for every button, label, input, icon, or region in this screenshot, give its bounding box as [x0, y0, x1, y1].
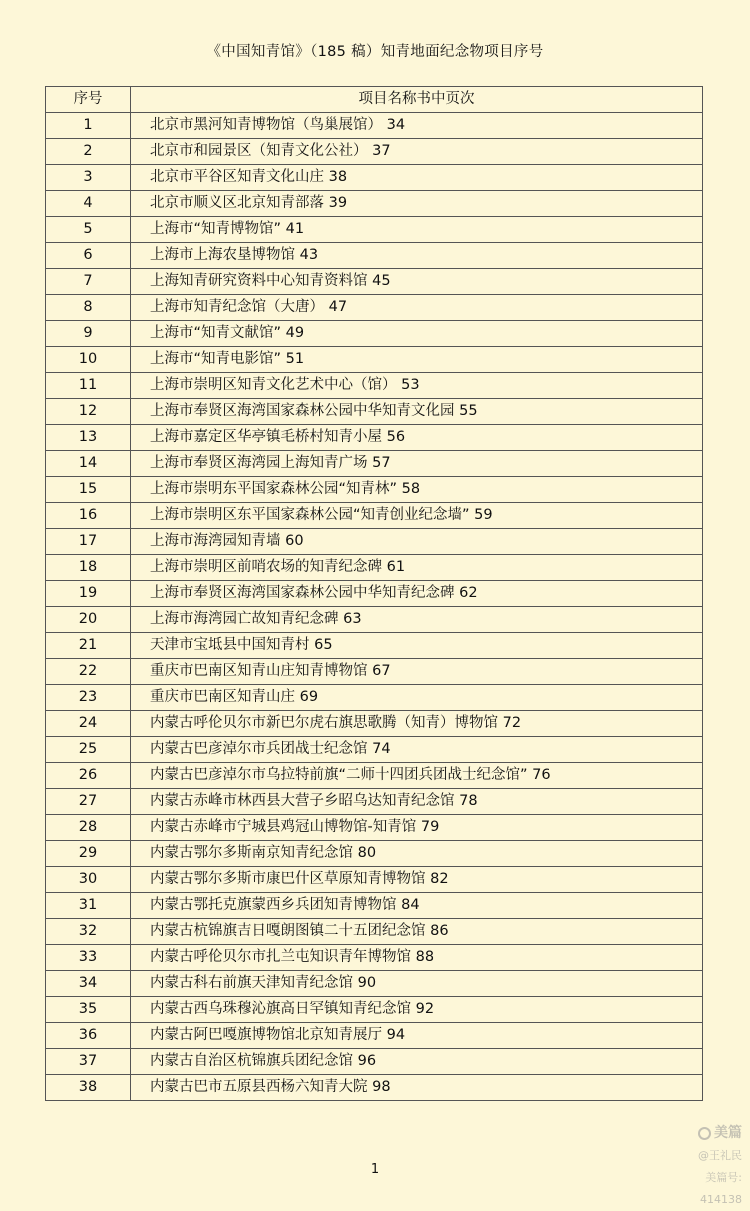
- row-serial-number: 28: [46, 815, 131, 841]
- memorial-projects-table: [45, 86, 703, 1101]
- page-number: 1: [370, 1162, 380, 1177]
- table-row: [46, 113, 703, 139]
- table-row: [46, 659, 703, 685]
- table-row: [46, 919, 703, 945]
- row-project-name: 上海市海湾园知青墙 60: [131, 529, 703, 555]
- table-row: [46, 191, 703, 217]
- row-project-name: 上海市“知青电影馆” 51: [131, 347, 703, 373]
- table-row: [46, 555, 703, 581]
- row-project-name: 北京市顺义区北京知青部落 39: [131, 191, 703, 217]
- row-project-name: 上海市崇明东平国家森林公园“知青林” 58: [131, 477, 703, 503]
- row-serial-number: 23: [46, 685, 131, 711]
- row-project-name: 上海市奉贤区海湾国家森林公园中华知青纪念碑 62: [131, 581, 703, 607]
- table-row: [46, 373, 703, 399]
- table-row: [46, 477, 703, 503]
- row-project-name: 内蒙古阿巴嘎旗博物馆北京知青展厅 94: [131, 1023, 703, 1049]
- watermark-brand: [662, 1122, 742, 1145]
- table-row: [46, 789, 703, 815]
- table-row: [46, 295, 703, 321]
- row-serial-number: 1: [46, 113, 131, 139]
- row-project-name: 上海市崇明区前哨农场的知青纪念碑 61: [131, 555, 703, 581]
- row-serial-number: 22: [46, 659, 131, 685]
- row-project-name: 重庆市巴南区知青山庄 69: [131, 685, 703, 711]
- row-project-name: 天津市宝坻县中国知青村 65: [131, 633, 703, 659]
- table-row: [46, 763, 703, 789]
- table-row: [46, 685, 703, 711]
- table-row: [46, 607, 703, 633]
- row-project-name: 上海市奉贤区海湾园上海知青广场 57: [131, 451, 703, 477]
- row-project-name: 上海市海湾园亡故知青纪念碑 63: [131, 607, 703, 633]
- row-project-name: 重庆市巴南区知青山庄知青博物馆 67: [131, 659, 703, 685]
- row-serial-number: 3: [46, 165, 131, 191]
- row-project-name: 上海市崇明区知青文化艺术中心（馆） 53: [131, 373, 703, 399]
- row-serial-number: 12: [46, 399, 131, 425]
- row-project-name: 上海知青研究资料中心知青资料馆 45: [131, 269, 703, 295]
- row-project-name: 内蒙古巴彦淖尔市兵团战士纪念馆 74: [131, 737, 703, 763]
- table-header-row: [46, 87, 703, 113]
- row-serial-number: 29: [46, 841, 131, 867]
- row-project-name: 北京市平谷区知青文化山庄 38: [131, 165, 703, 191]
- document-title: 《中国知青馆》（185 稿）知青地面纪念物项目序号: [206, 44, 544, 60]
- row-serial-number: 17: [46, 529, 131, 555]
- row-serial-number: 25: [46, 737, 131, 763]
- row-project-name: 内蒙古巴市五原县西杨六知青大院 98: [131, 1075, 703, 1101]
- watermark-account: 美篇号: 414138: [700, 1171, 742, 1206]
- row-project-name: 内蒙古呼伦贝尔市新巴尔虎右旗思歌腾（知青）博物馆 72: [131, 711, 703, 737]
- table-row: [46, 1075, 703, 1101]
- row-serial-number: 15: [46, 477, 131, 503]
- table-row: [46, 893, 703, 919]
- table-row: [46, 737, 703, 763]
- header-project-name-page: 项目名称书中页次: [131, 87, 703, 113]
- table-row: [46, 217, 703, 243]
- meipian-logo-icon: [698, 1127, 711, 1140]
- row-serial-number: 18: [46, 555, 131, 581]
- table-row: [46, 815, 703, 841]
- row-serial-number: 35: [46, 997, 131, 1023]
- table-row: [46, 399, 703, 425]
- table-row: [46, 451, 703, 477]
- row-serial-number: 20: [46, 607, 131, 633]
- row-serial-number: 21: [46, 633, 131, 659]
- table-row: [46, 581, 703, 607]
- row-serial-number: 9: [46, 321, 131, 347]
- row-project-name: 内蒙古鄂尔多斯市康巴什区草原知青博物馆 82: [131, 867, 703, 893]
- row-serial-number: 10: [46, 347, 131, 373]
- table-row: [46, 243, 703, 269]
- row-project-name: 上海市“知青文献馆” 49: [131, 321, 703, 347]
- row-project-name: 上海市嘉定区华亭镇毛桥村知青小屋 56: [131, 425, 703, 451]
- watermark-brand-text: 美篇: [714, 1125, 742, 1141]
- row-serial-number: 31: [46, 893, 131, 919]
- table-row: [46, 425, 703, 451]
- row-serial-number: 34: [46, 971, 131, 997]
- row-serial-number: 33: [46, 945, 131, 971]
- table-row: [46, 503, 703, 529]
- table-row: [46, 1049, 703, 1075]
- row-serial-number: 36: [46, 1023, 131, 1049]
- row-serial-number: 27: [46, 789, 131, 815]
- row-serial-number: 8: [46, 295, 131, 321]
- row-project-name: 内蒙古鄂尔多斯南京知青纪念馆 80: [131, 841, 703, 867]
- row-project-name: 内蒙古科右前旗天津知青纪念馆 90: [131, 971, 703, 997]
- row-serial-number: 16: [46, 503, 131, 529]
- table-row: [46, 269, 703, 295]
- row-project-name: 内蒙古自治区杭锦旗兵团纪念馆 96: [131, 1049, 703, 1075]
- table-row: [46, 633, 703, 659]
- table-body: [46, 113, 703, 1101]
- row-serial-number: 4: [46, 191, 131, 217]
- row-project-name: 内蒙古鄂托克旗蒙西乡兵团知青博物馆 84: [131, 893, 703, 919]
- watermark-author: @王礼民: [698, 1149, 742, 1162]
- row-serial-number: 2: [46, 139, 131, 165]
- row-serial-number: 24: [46, 711, 131, 737]
- row-project-name: 上海市“知青博物馆” 41: [131, 217, 703, 243]
- row-project-name: 北京市黑河知青博物馆（鸟巢展馆） 34: [131, 113, 703, 139]
- row-serial-number: 32: [46, 919, 131, 945]
- table-row: [46, 139, 703, 165]
- table-row: [46, 711, 703, 737]
- row-serial-number: 13: [46, 425, 131, 451]
- table-row: [46, 841, 703, 867]
- row-serial-number: 30: [46, 867, 131, 893]
- row-serial-number: 37: [46, 1049, 131, 1075]
- row-serial-number: 6: [46, 243, 131, 269]
- row-serial-number: 19: [46, 581, 131, 607]
- row-project-name: 内蒙古巴彦淖尔市乌拉特前旗“二师十四团兵团战士纪念馆” 76: [131, 763, 703, 789]
- table-row: [46, 1023, 703, 1049]
- table-row: [46, 867, 703, 893]
- row-project-name: 内蒙古赤峰市宁城县鸡冠山博物馆-知青馆 79: [131, 815, 703, 841]
- row-project-name: 上海市上海农垦博物馆 43: [131, 243, 703, 269]
- table-row: [46, 165, 703, 191]
- row-project-name: 上海市奉贤区海湾国家森林公园中华知青文化园 55: [131, 399, 703, 425]
- table-row: [46, 945, 703, 971]
- row-serial-number: 14: [46, 451, 131, 477]
- table-row: [46, 997, 703, 1023]
- row-serial-number: 7: [46, 269, 131, 295]
- row-project-name: 上海市知青纪念馆（大唐） 47: [131, 295, 703, 321]
- table-row: [46, 321, 703, 347]
- row-serial-number: 26: [46, 763, 131, 789]
- table-row: [46, 529, 703, 555]
- row-serial-number: 5: [46, 217, 131, 243]
- row-serial-number: 38: [46, 1075, 131, 1101]
- row-project-name: 上海市崇明区东平国家森林公园“知青创业纪念墙” 59: [131, 503, 703, 529]
- table-row: [46, 971, 703, 997]
- row-project-name: 内蒙古西乌珠穆沁旗高日罕镇知青纪念馆 92: [131, 997, 703, 1023]
- row-project-name: 内蒙古赤峰市林西县大营子乡昭乌达知青纪念馆 78: [131, 789, 703, 815]
- header-serial-number: 序号: [46, 87, 131, 113]
- row-serial-number: 11: [46, 373, 131, 399]
- row-project-name: 北京市和园景区（知青文化公社） 37: [131, 139, 703, 165]
- row-project-name: 内蒙古呼伦贝尔市扎兰屯知识青年博物馆 88: [131, 945, 703, 971]
- row-project-name: 内蒙古杭锦旗吉日嘎朗图镇二十五团纪念馆 86: [131, 919, 703, 945]
- table-row: [46, 347, 703, 373]
- watermark: [662, 1122, 742, 1211]
